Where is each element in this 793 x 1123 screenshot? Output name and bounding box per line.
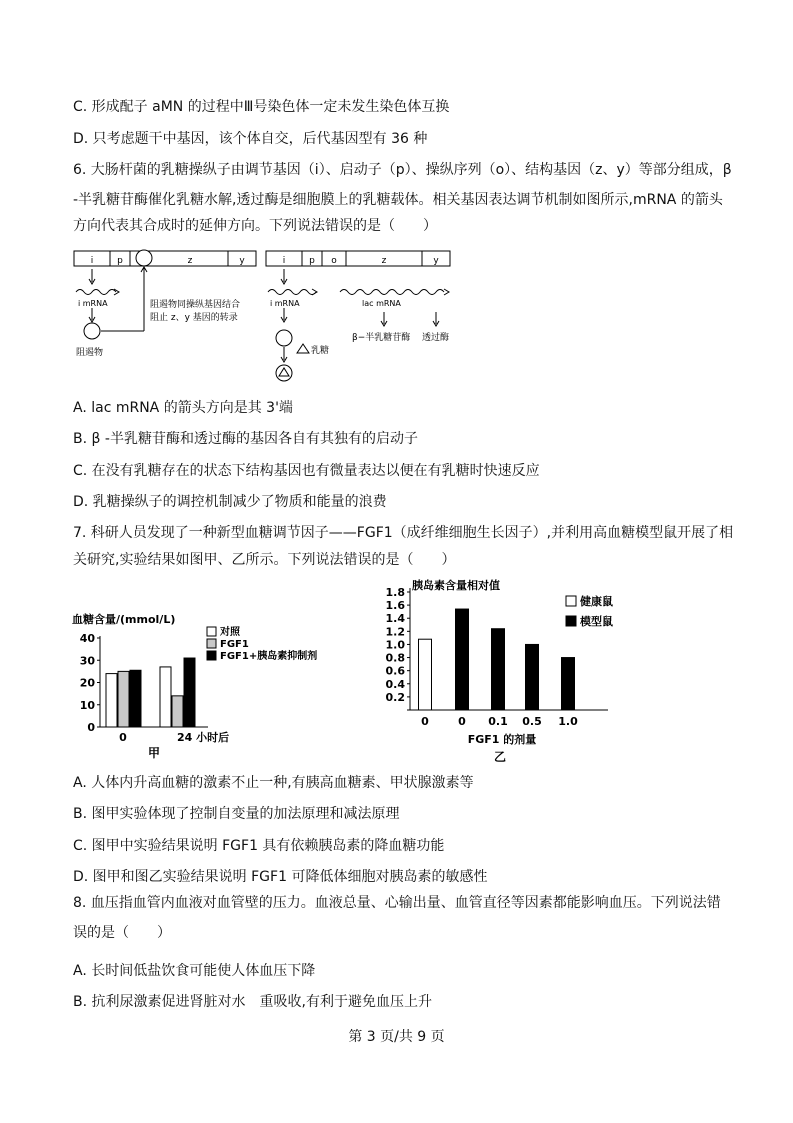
lactose-label: 乳糖	[311, 346, 330, 356]
chart-yi-category-label: 1.0	[558, 715, 578, 728]
page-footer: 第 3 页/共 9 页	[348, 1029, 445, 1045]
question-8-line-2: 误的是（ ）	[73, 925, 171, 941]
chart-jia	[70, 605, 360, 765]
right-gene-z: z	[381, 256, 387, 266]
question-6-line-1: 6. 大肠杆菌的乳糖操纵子由调节基因（i）、启动子（p）、操纵序列（o）、结构基因（z、y）等部分组成，β	[73, 162, 732, 178]
chart-yi-ytick-label: 0.2	[385, 690, 405, 704]
repressor-label: 阻遏物	[76, 348, 104, 358]
chart-yi-category-label: 0.5	[522, 715, 542, 728]
chart-jia-ytick-label: 40	[79, 632, 95, 645]
chart-yi-ytick-label: 1.0	[385, 638, 405, 652]
chart-yi-legend-swatch	[566, 596, 576, 606]
right-i-mrna-label: i mRNA	[270, 299, 300, 308]
chart-yi	[380, 575, 640, 765]
chart-jia-bar	[160, 667, 171, 727]
chart-yi-ytick-label: 0.4	[385, 677, 405, 691]
q6-option-b: B. β -半乳糖苷酶和透过酶的基因各自有其独有的启动子	[73, 431, 418, 447]
chart-jia-caption: 甲	[147, 746, 161, 760]
chart-yi-caption: 乙	[493, 750, 507, 764]
question-8-line-1: 8. 血压指血管内血液对血管壁的压力。血液总量、心输出量、血管直径等因素都能影响血压。下列说法错	[73, 895, 721, 911]
chart-yi-legend-label: 模型鼠	[580, 615, 613, 628]
chart-jia-bar	[184, 658, 195, 727]
chart-jia-bar	[130, 670, 141, 727]
chart-yi-category-label: 0.1	[488, 715, 508, 728]
q7-option-b: B. 图甲实验体现了控制自变量的加法原理和减法原理	[73, 806, 400, 822]
q7-option-d: D. 图甲和图乙实验结果说明 FGF1 可降低体细胞对胰岛素的敏感性	[73, 869, 488, 885]
left-gene-p: p	[117, 256, 123, 266]
chart-yi-bar	[419, 639, 432, 710]
chart-yi-ytick-label: 1.8	[385, 586, 405, 599]
chart-yi-bar	[456, 609, 469, 710]
q6-option-a: A. lac mRNA 的箭头方向是其 3'端	[73, 400, 293, 416]
chart-yi-legend-swatch	[566, 616, 576, 626]
chart-yi-ytick-label: 1.6	[385, 599, 405, 613]
chart-yi-bar	[562, 658, 575, 710]
chart-jia-legend-swatch	[207, 627, 216, 636]
chart-jia-legend-swatch	[207, 639, 216, 648]
option-c-prev: C. 形成配子 aMN 的过程中Ⅲ号染色体一定未发生染色体互换	[73, 99, 450, 115]
q6-option-c: C. 在没有乳糖存在的状态下结构基因也有微量表达以便在有乳糖时快速反应	[73, 463, 540, 479]
chart-jia-ytick-label: 0	[87, 721, 95, 734]
chart-yi-ytick-label: 1.4	[385, 612, 405, 626]
question-7-line-2: 关研究,实验结果如图甲、乙所示。下列说法错误的是（ ）	[73, 552, 456, 568]
chart-yi-bar	[526, 644, 539, 710]
lactose-icon	[297, 344, 309, 353]
chart-yi-ytick-label: 1.2	[385, 625, 405, 639]
question-6-line-3: 方向代表其合成时的延伸方向。下列说法错误的是（ ）	[73, 218, 437, 234]
question-7-line-1: 7. 科研人员发现了一种新型血糖调节因子——FGF1（成纤维细胞生长因子）,并利用高血糖模型鼠开展了相	[73, 525, 734, 541]
chart-jia-ylabel: 血糖含量/(mmol/L)	[72, 613, 176, 626]
right-gene-i: i	[282, 256, 286, 266]
chart-yi-category-label: 0	[458, 715, 466, 728]
chart-jia-bar	[172, 696, 183, 727]
chart-jia-ytick-label: 30	[79, 654, 95, 668]
chart-yi-title: 胰岛素含量相对值	[412, 579, 500, 592]
q6-option-d: D. 乳糖操纵子的调控机制减少了物质和能量的浪费	[73, 494, 387, 510]
galactosidase-label: β−半乳糖苷酶	[352, 333, 411, 343]
q7-option-a: A. 人体内升高血糖的激素不止一种,有胰高血糖素、甲状腺激素等	[73, 775, 474, 791]
chart-yi-ytick-label: 0.8	[385, 651, 405, 665]
chart-jia-category-label: 24 小时后	[177, 731, 230, 744]
repressor-lactose-complex-icon	[279, 368, 289, 376]
right-gene-o: o	[331, 256, 337, 266]
left-gene-i: i	[90, 256, 94, 266]
left-gene-z: z	[187, 256, 193, 266]
chart-jia-category-label: 0	[119, 731, 127, 744]
left-gene-y: y	[239, 256, 245, 266]
q8-option-a: A. 长时间低盐饮食可能使人体血压下降	[73, 963, 316, 979]
chart-jia-legend-label: FGF1	[220, 639, 249, 650]
permease-label: 透过酶	[422, 333, 450, 343]
q8-option-b: B. 抗利尿激素促进肾脏对水 重吸收,有利于避免血压上升	[73, 994, 432, 1010]
lac-operon-diagram	[70, 244, 470, 389]
q7-option-c: C. 图甲中实验结果说明 FGF1 具有依赖胰岛素的降血糖功能	[73, 838, 445, 854]
lac-mrna-label: lac mRNA	[362, 299, 401, 308]
chart-jia-legend-label: 对照	[220, 627, 240, 638]
chart-jia-ytick-label: 20	[79, 676, 95, 690]
right-gene-p: p	[309, 256, 315, 266]
right-gene-y: y	[433, 256, 439, 266]
chart-yi-ytick-label: 0.6	[385, 664, 405, 678]
repressor-note-1: 阻遏物同操纵基因结合	[150, 300, 241, 310]
chart-jia-bar	[118, 671, 129, 727]
repressor-note-2: 阻止 z、y 基因的转录	[150, 313, 238, 323]
option-d-prev: D. 只考虑题干中基因，该个体自交，后代基因型有 36 种	[73, 131, 428, 147]
chart-jia-legend-swatch	[207, 651, 216, 660]
chart-yi-xlabel: FGF1 的剂量	[467, 733, 537, 746]
chart-yi-bar	[492, 629, 505, 710]
question-6-line-2: -半乳糖苷酶催化乳糖水解,透过酶是细胞膜上的乳糖载体。相关基因表达调节机制如图所示,mRNA 的箭头	[73, 192, 723, 208]
chart-jia-ytick-label: 10	[79, 698, 95, 712]
chart-yi-legend-label: 健康鼠	[580, 595, 613, 608]
left-i-mrna-label: i mRNA	[78, 299, 108, 308]
chart-jia-legend-label: FGF1+胰岛素抑制剂	[220, 651, 318, 662]
chart-jia-bar	[106, 674, 117, 727]
chart-yi-category-label: 0	[421, 715, 429, 728]
repressor-bound-icon	[136, 250, 152, 266]
